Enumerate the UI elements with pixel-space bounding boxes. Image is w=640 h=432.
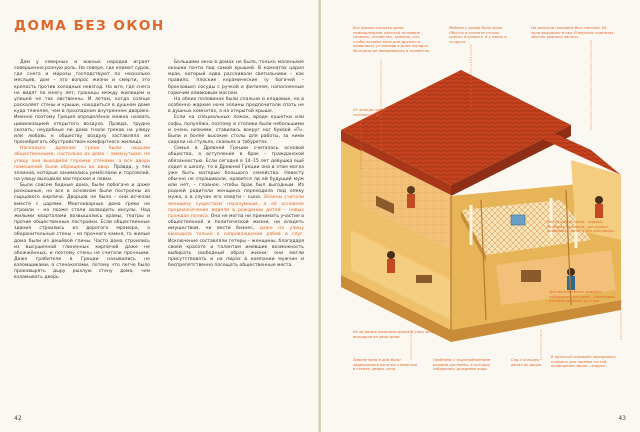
paragraph: На обеих половинах были спальни и кладовые, но в особенно жаркие ночи эллины предпочитали спать не в душных комнатах, а на открытой крыше. [168, 96, 304, 115]
highlight-text: Эллины считали женщину существом неразумным, а её основное предназначение видели в рождении детей – новых граждан полиса. [168, 195, 304, 219]
highlight-text: даже на улицу выходила только в сопровождении рабов и слуг. [168, 226, 304, 238]
paragraph-text: Правда, у тех эллинов, которые занимались ремёслами и торговлей, на улицу выходили мастерские и лавки. [14, 164, 150, 182]
page-number-right: 43 [618, 415, 626, 422]
note-guest-rooms: В мужской половине находились комнаты для приема гостей, проведения пиров – андрон. [551, 355, 616, 369]
paragraph: Были совсем бедные дома, были побогаче и даже роскошные, но все в основном были построены из сырцового кирпича. Дворцов не было – они исчезли вместе с царями. Многокварные дома греки не строили – но позже стали возводить инсулы. Над жилыми кварталами возвышались храмы, театры и прочие общественные постройки. Если общественные здания строились из дорогого мрамора, а оборонительные стены – из прочного камня, то жилые дома были из дешёвой глины. Часто дома строились из высушенной глинянных кирпичей даже не обожжённых, и поэтому стены не считали прочными. Даже грабители в Греции назывались не взломщиками, а стенокопами, потому что легче было проковырять дыру рыхлую стену дома, чем взламывать дверь. [14, 183, 150, 281]
note-upper-room: На женской половине был гинекей. Её окна выходили в сад. В верхних комнатах обычно хранили запасы. [531, 26, 614, 40]
note-courtyard: Сад и колодец делал во дворе. [511, 358, 543, 367]
note-water: Проблему с водоснабжением решали цистерны, в которых собиралась дождевая вода. [433, 358, 491, 372]
highlight-text: Насколько древние греки были людьми общественными, настолько их дома – замкнутыми: на улицу они выходили глухими стенами, а все двери помещений были обращены во двор. [14, 146, 150, 170]
paragraph: Дом у северных и южных народов играет совершенно разную роль. На севере, где климат суров, где снега и морозы господствуют по несколько месяцев, дом – это вопрос жизни и смерти, это крепость против холодных невзгод. На юге, где снега не видят по многу лет, границы между жилищем и улицей не так явственны. И летом, когда солнце раскаляет стены и крыши, находиться в душном доме куда тяжелее, чем в прохладном внутреннем дворике. Именно поэтому Греция определённо можно назвать цивилизацией открытого воздуха. Правда, трудно сказать, неудобные ли дома гнали греков на улицу или любовь к обществу воздуху заставляла их пренебрегать обустройством комфортного жилища. [14, 60, 151, 146]
right-page [321, 0, 640, 432]
note-gynaikeion: Все жилые комнаты дома принадлежали женской половине – гинекею. Хозяйство, трапеза, сон, чтобы хозяйка вела дом дружно и правильно, установив в доме порядок. Мужчины не вмешивались в хозяйство. [353, 26, 431, 53]
text-column-1 [14, 60, 150, 282]
note-symposium: Для мужчин было принято собираться на пирах – симпозиях, которые длились до утра. [549, 290, 616, 304]
note-heating: От холода греки спасали печи. [353, 108, 386, 117]
text-column-2 [168, 60, 304, 269]
left-page [0, 0, 319, 432]
paragraph-text: Семья в Древней Греции считалась основой общества, а вступление в брак – гражданской обязанностью. Если сегодня в 14–15 лет девушка ещё ходит в школу, то в Древней Греции она в этом могла уже быть матерью большого семейства. Невесту обычно не спрашивали, нравится ли ей будущий муж или нет, – главное, чтобы брак был выгодным. Из родной родители женщина переходила под опеку мужа, а в случае его смерти – сына. [168, 146, 304, 201]
paragraph: Если на специальных ложах, вроде кушетки или софы, полулёжа, поэтому и столики были небольшими и очень низкими, ставились вокруг ног буквой «П». Были и более высокие столы для работы, за ними сидели на стульях, скамьях и табуретах. [168, 115, 304, 146]
note-furniture: Мебели у домов было мало. Обычно в комнате стояло кресло и кровать, а у лавок и сундуки. [449, 26, 507, 44]
note-walls: Замкнутыми в дом были заделывания изнутри отверстия в стенах, двери, окна. [353, 358, 417, 372]
paragraph [14, 146, 150, 183]
note-windows: Из-за малых размеров домов и улиц окна выходили во двор дома. [353, 330, 435, 339]
paragraph [168, 146, 304, 269]
paragraph: Большими окна в домах не было, только маленькие окошки почти под самой крышей. В комнатах царил мрак, который едва рассеивали светильники – как правило, плоские керамические (у богачей – бронзовые) сосуды с ручкой и фитилем, наполненные горючим оливковым маслом. [168, 60, 304, 96]
paragraph-text: Она не могла ни принимать участие в общественной и политической жизни, ни владеть имуществом, ни вести бизнес, [168, 213, 304, 232]
note-andron: Место для хозяина – андрон. Мужская половина, где хозяин принимал гостей и вёл разговоры. [547, 220, 615, 234]
page-title: ДОМА БЕЗ ОКОН [14, 18, 165, 34]
paragraph-text: Исключение составляли гетеры – женщины, благодаря своей красоте и талантам имевшие возможность выбирать свободный образ жизни: они могли присутствовать и на пирах в компании мужчин и беспрепятственно посещать общественные места. [168, 238, 304, 269]
page-number-left: 42 [14, 415, 22, 422]
